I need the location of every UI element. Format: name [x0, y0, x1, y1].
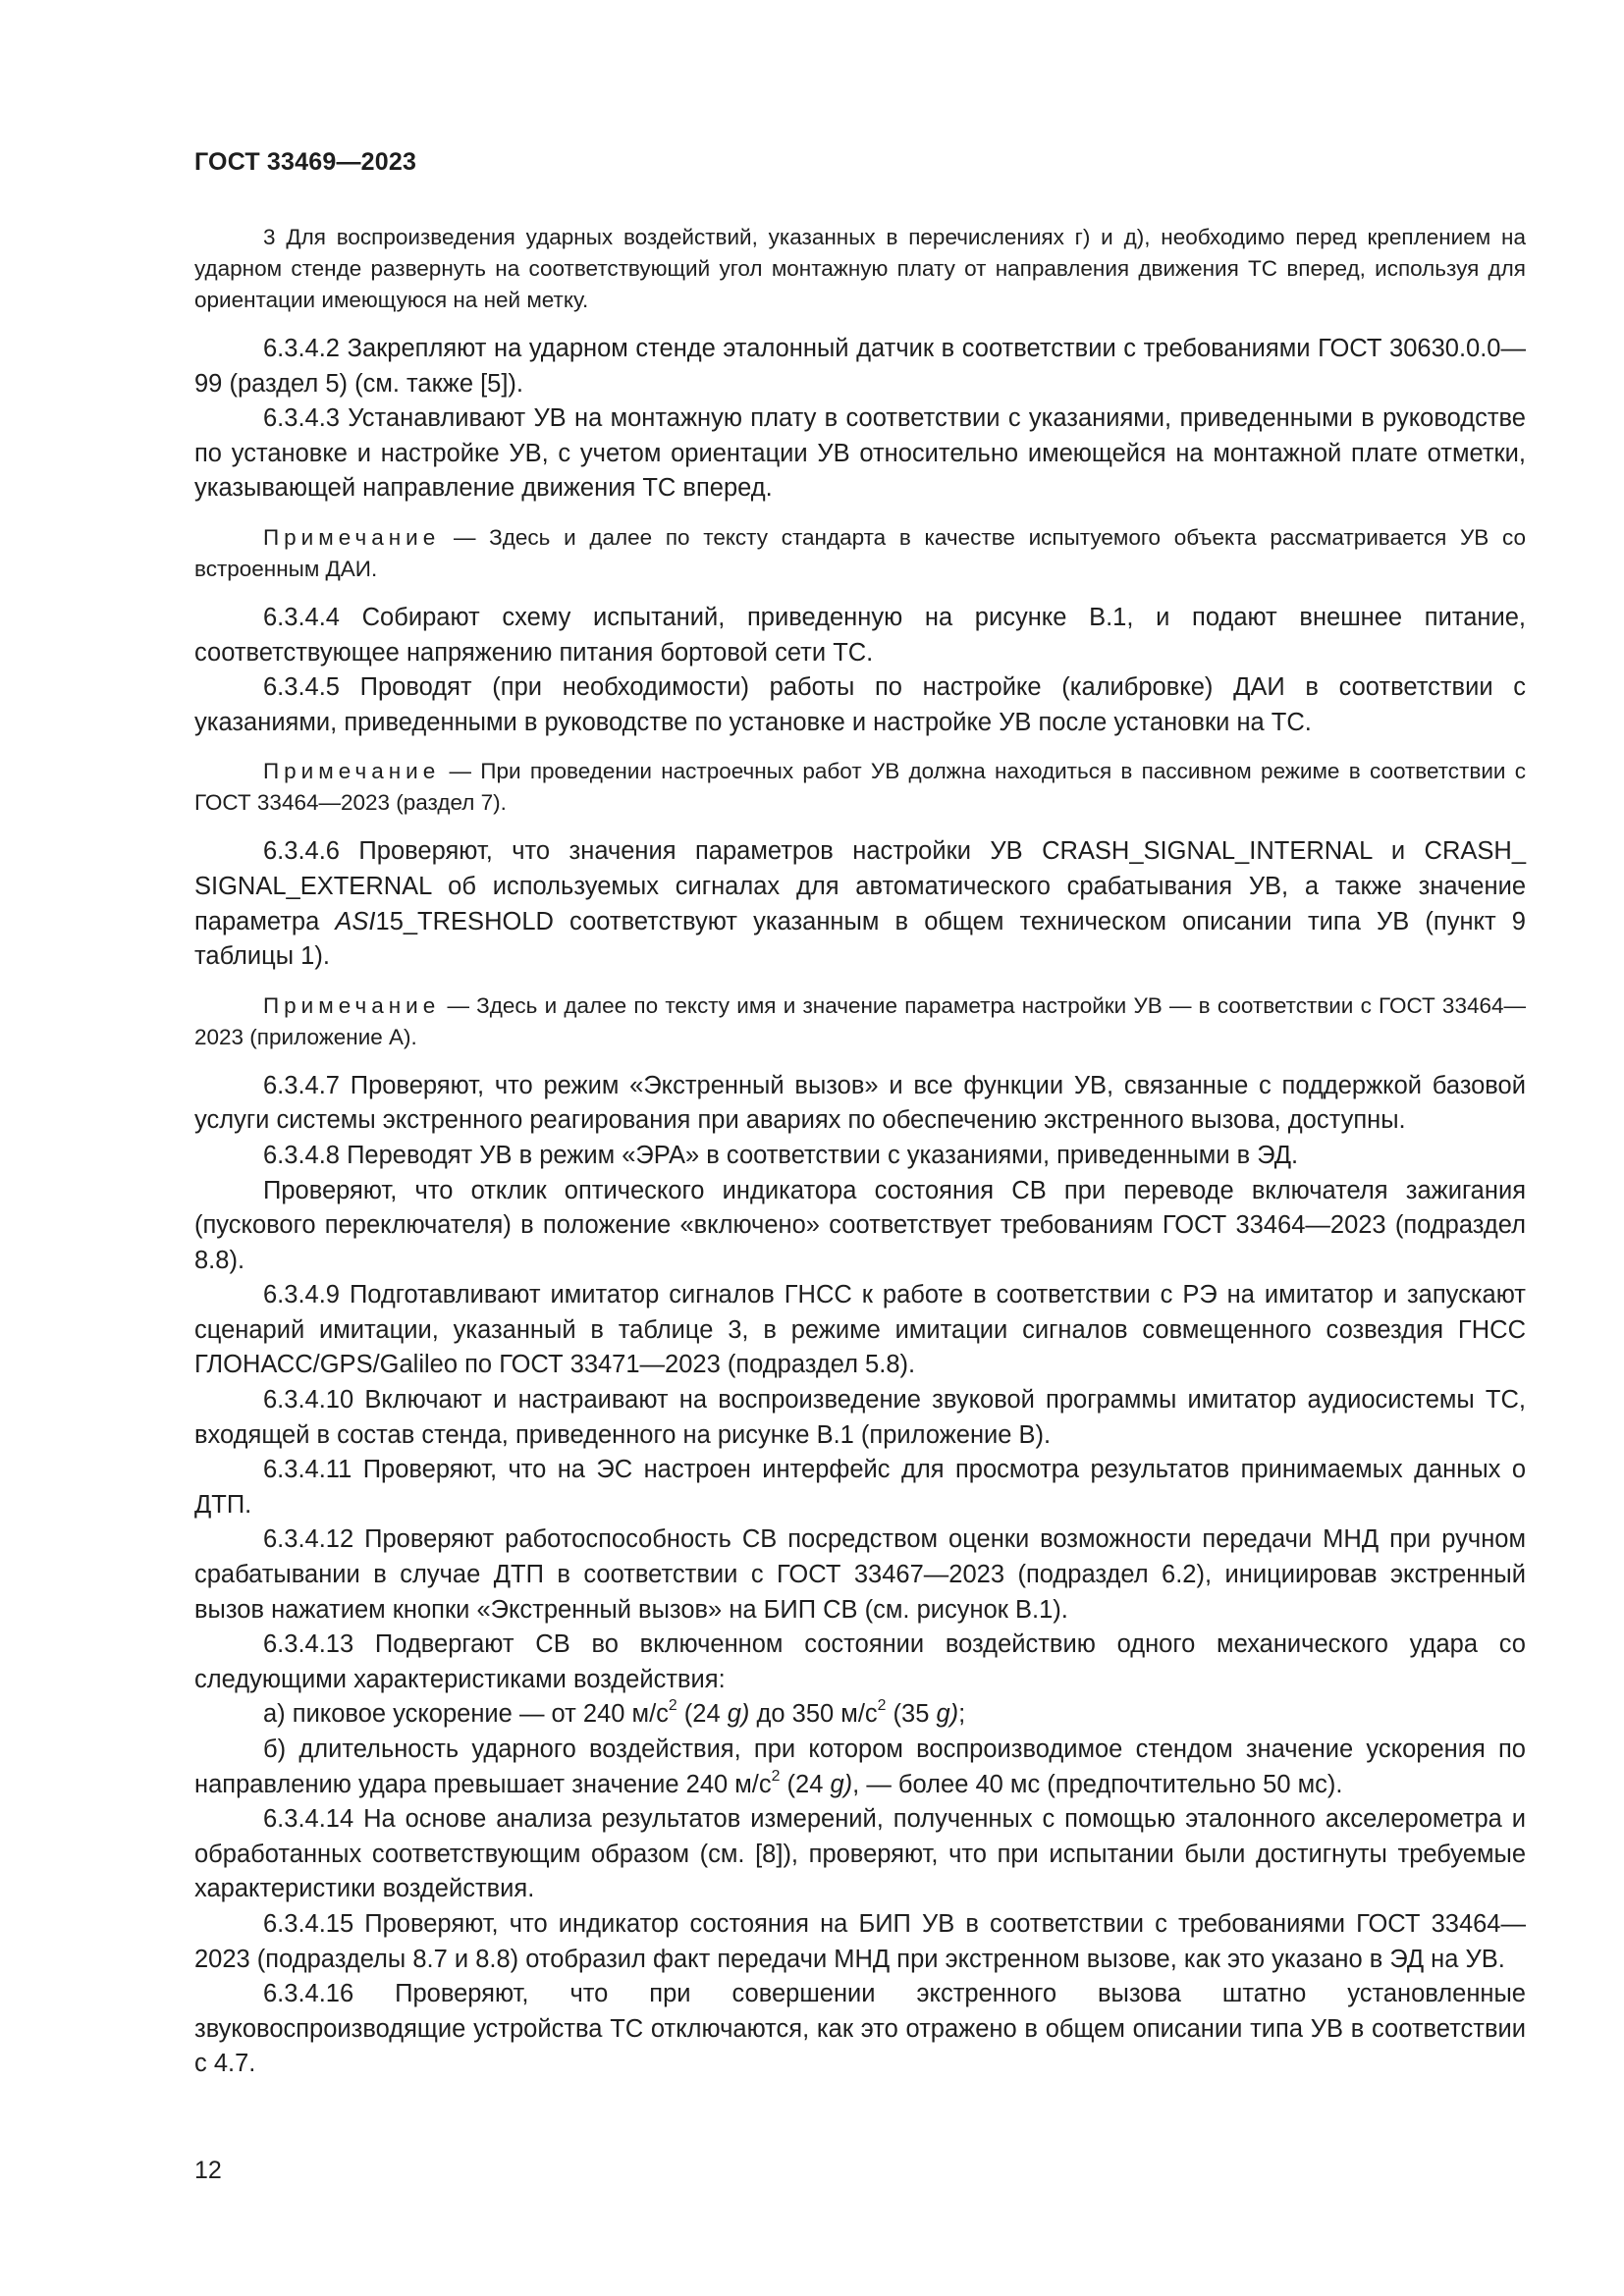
clause-paragraph: 6.3.4.6 Проверяют, что значения параметров настройки УВ CRASH_SIGNAL_INTERNAL и CRASH_ SIGNAL_EXTERNAL об используемых сигналах для автоматического срабатывания УВ, а также значение параметра ASI15_TRESHOLD соответствуют указанным в общем техническом описании типа УВ (пункт 9 таблицы 1).: [194, 837, 1526, 971]
page-number: 12: [194, 2157, 222, 2184]
clause-paragraph: 6.3.4.7 Проверяют, что режим «Экстренный вызов» и все функции УВ, связанные с поддержкой базовой услуги системы экстренного реагирования при авариях по обеспечению экстренного вызова, доступны.: [194, 1071, 1526, 1135]
clause-paragraph: 6.3.4.5 Проводят (при необходимости) работы по настройке (калибровке) ДАИ в соответствии с указаниями, приведенными в руководстве по установке и настройке УВ после установки на ТС.: [194, 673, 1526, 736]
note-paragraph: Примечание — Здесь и далее по тексту имя и значение параметра настройки УВ — в соответствии с ГОСТ 33464—2023 (приложение А).: [194, 992, 1526, 1049]
note-paragraph: Примечание — При проведении настроечных работ УВ должна находиться в пассивном режиме в соответствии с ГОСТ 33464—2023 (раздел 7).: [194, 759, 1526, 816]
clause-paragraph: Проверяют, что отклик оптического индикатора состояния СВ при переводе включателя зажигания (пускового переключателя) в положение «включено» соответствует требованиям ГОСТ 33464—2023 (подраздел 8.8).: [194, 1176, 1526, 1274]
clause-paragraph: 6.3.4.10 Включают и настраивают на воспроизведение звуковой программы имитатор аудиосистемы ТС, входящей в состав стенда, приведенного на рисунке В.1 (приложение В).: [194, 1386, 1526, 1449]
document-header: ГОСТ 33469—2023: [194, 148, 417, 176]
clause-paragraph: 6.3.4.4 Собирают схему испытаний, приведенную на рисунке В.1, и подают внешнее питание, соответствующее напряжению питания бортовой сети ТС.: [194, 603, 1526, 667]
clause-paragraph: 6.3.4.3 Устанавливают УВ на монтажную плату в соответствии с указаниями, приведенными в руководстве по установке и настройке УВ, с учетом ориентации УВ относительно имеющейся на монтажной плате отметки, указывающей направление движения ТС вперед.: [194, 404, 1526, 503]
clause-paragraph: 6.3.4.12 Проверяют работоспособность СВ посредством оценки возможности передачи МНД при ручном срабатывании в случае ДТП в соответствии с ГОСТ 33467—2023 (подраздел 6.2), инициировав экстренный вызов нажатием кнопки «Экстренный вызов» на БИП СВ (см. рисунок В.1).: [194, 1525, 1526, 1624]
clause-paragraph: 6.3.4.8 Переводят УВ в режим «ЭРА» в соответствии с указаниями, приведенными в ЭД.: [263, 1141, 1299, 1169]
note-paragraph: Примечание — Здесь и далее по тексту стандарта в качестве испытуемого объекта рассматривается УВ со встроенным ДАИ.: [194, 524, 1526, 581]
clause-paragraph: 6.3.4.16 Проверяют, что при совершении экстренного вызова штатно установленные звуковоспроизводящие устройства ТС отключаются, как это отражено в общем описании типа УВ в соответствии с 4.7.: [194, 1980, 1526, 2078]
document-body: [194, 222, 1526, 2082]
clause-paragraph: 6.3.4.14 На основе анализа результатов измерений, полученных с помощью эталонного акселерометра и обработанных соответствующим образом (см. [8]), проверяют, что при испытании были достигнуты требуемые характеристики воздействия.: [194, 1805, 1526, 1903]
clause-paragraph: 6.3.4.13 Подвергают СВ во включенном состоянии воздействию одного механического удара со следующими характеристиками воздействия:: [194, 1630, 1526, 1693]
clause-paragraph: 6.3.4.11 Проверяют, что на ЭС настроен интерфейс для просмотра результатов принимаемых данных о ДТП.: [194, 1456, 1526, 1519]
note-paragraph: 3 Для воспроизведения ударных воздействий, указанных в перечислениях г) и д), необходимо перед креплением на ударном стенде развернуть на соответствующий угол монтажную плату от направления движения ТС вперед, используя для ориентации имеющуюся на ней метку.: [194, 225, 1526, 312]
clause-paragraph: б) длительность ударного воздействия, при котором воспроизводимое стендом значение ускорения по направлению удара превышает значение 240 $м/с^2$ (24 g), — более 40 мс (предпочтительно 50 мс).: [194, 1735, 1526, 1798]
clause-paragraph: 6.3.4.9 Подготавливают имитатор сигналов ГНСС к работе в соответствии с РЭ на имитатор и запускают сценарий имитации, указанный в таблице 3, в режиме имитации сигналов совмещенного созвездия ГНСС ГЛОНАСС/GPS/Galileo по ГОСТ 33471—2023 (подраздел 5.8).: [194, 1281, 1526, 1379]
clause-paragraph: 6.3.4.15 Проверяют, что индикатор состояния на БИП УВ в соответствии с требованиями ГОСТ 33464—2023 (подразделы 8.7 и 8.8) отобразил факт передачи МНД при экстренном вызове, как это указано в ЭД на УВ.: [194, 1909, 1526, 1973]
clause-paragraph: а) пиковое ускорение — от 240 $м/с^2$ (24 g) до 350 $м/с^2$ (35 g);: [263, 1697, 966, 1729]
clause-paragraph: 6.3.4.2 Закрепляют на ударном стенде эталонный датчик в соответствии с требованиями ГОСТ 30630.0.0—99 (раздел 5) (см. также [5]).: [194, 335, 1526, 398]
